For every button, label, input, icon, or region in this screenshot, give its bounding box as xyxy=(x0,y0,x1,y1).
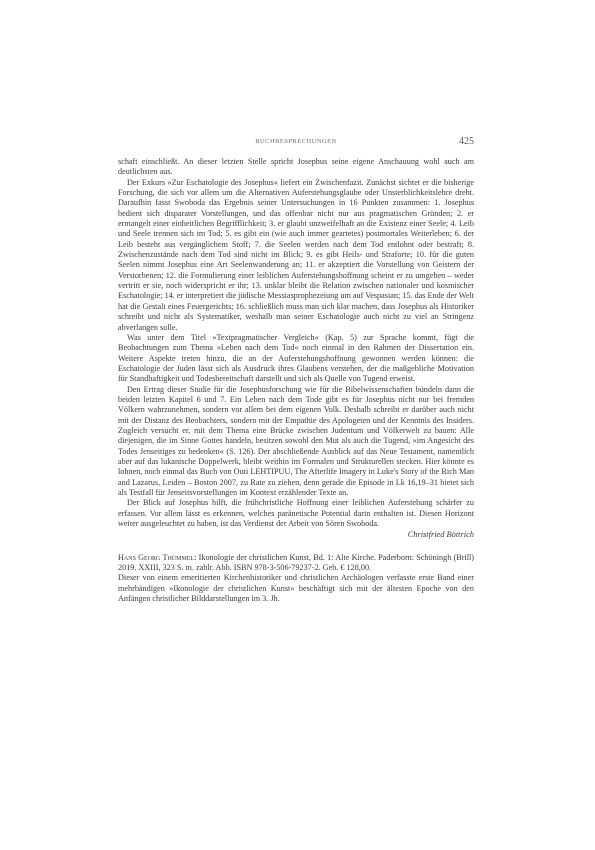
running-head: BUCHBESPRECHUNGEN xyxy=(255,138,337,145)
page-number: 425 xyxy=(459,136,474,147)
book-reference xyxy=(118,553,474,574)
reviewer-signature: Christfried Böttrich xyxy=(407,530,474,540)
paragraph: Der Exkurs »Zur Eschatologie des Josephus« liefert ein Zwischenfazit. Zunächst sichtet er die bisherige Forschung, die sich vor allem um die Alternativen Auferstehungsglaube oder Unsterblichkeitslehre dreht. Daraufhin fasst Swoboda das Ergebnis seiner Untersuchungen in 16 Punkten zusammen: 1. Josephus bedient sich disparater Vorstellungen, und das offenbar nicht nur aus pragmatischen Gründen; 2. er ermangelt einer einheitlichen Begrifflichkeit; 3. er glaubt unzweifelhaft an die Existenz einer Seele; 4. Leib und Seele trennen sich im Tod; 5. es gibt ein (wie auch immer geartetes) postmortales Weiterleben; 6. der Leib besteht aus vergänglichem Stoff; 7. die Seelen werden nach dem Tod entlohnt oder bestraft; 8. Zwischenzustände nach dem Tod sind nicht im Blick; 9. es gibt Heils- und Strafortе; 10. für die guten Seelen nimmt Josephus eine Art Seelenwanderung an; 11. er akzeptiert die Vorstellung von Geistern der Verstorbenen; 12. die Formulierung einer leiblichen Auferstehungshoffnung scheint er zu umgehen – weder vertritt er sie, noch widerspricht er ihr; 13. unklar bleibt die Relation zwischen nationaler und kosmischer Eschatologie; 14. er interpretiert die jüdische Messiasprophezeiung um auf Vespasian; 15. das Ende der Welt hat die Gestalt eines Feuergerichts; 16. schließlich muss man sich klar machen, dass Josephus als Historiker schreibt und nicht als Systematiker, weshalb man seiner Eschatologie auch nicht zu viel an Stringenz abverlangen solle. xyxy=(118,177,475,332)
paragraph: Was unter dem Titel »Textpragmatischer Vergleich« (Kap. 5) zur Sprache kommt, fügt die Beobachtungen zum Thema »Leben nach dem Tod« noch einmal in den Rahmen der Dissertation ein. Weitere Aspekte treten hinzu, die an der Auferstehungshoffnung gewonnen werden können: die Eschatologie der Juden lässt sich als Ausdruck ihres Glaubens verstehen, der die maßgebliche Motivation für Standhaftigkeit und Todesbereitschaft darstellt und sich als Quelle von Tugend erweist. xyxy=(118,332,474,384)
paragraph: Der Blick auf Josephus hilft, die frühchristliche Hoffnung einer leiblichen Auferstehung schärfer zu erfassen. Vor allem lässt es erkennen, welches paränetische Potential darin enthalten ist. Diesen Horizont weiter ausgeleuchtet zu haben, ist das Verdienst der Arbeit von Sören Swoboda. xyxy=(118,498,474,529)
book-author: Hans Georg Thümmel xyxy=(118,552,195,562)
page-body xyxy=(118,157,474,604)
book-citation: : Ikonologie der christlichen Kunst, Bd. 1: Alte Kirche. Paderborn: Schöningh (Brill) 2019. XXIII, 323 S. m. zahlr. Abb. ISBN 978-3-506-79237-2. Geb. € 128,00. xyxy=(118,552,474,573)
paragraph: Den Ertrag dieser Studie für die Josephusforschung wie für die Bibelwissenschaften bündeln dann die beiden letzten Kapitel 6 und 7. Ein Leben nach dem Tode gibt es für Josephus nicht nur bei fremden Völkern wahrzunehmen, sondern vor allem bei dem eigenen Volk. Deshalb schreibt er darüber auch nicht mit der Distanz des Beobachters, sondern mit der Empathie des Apologeten und der Kenntnis des Insiders. Zugleich versucht er, mit dem Thema eine Brücke zwischen Judentum und Völkerwelt zu bauen: Alle diejenigen, die im Sinne Gottes handeln, besitzen sowohl den Mut als auch die Tugend, »im Angesicht des Todes Jenseitiges zu bedenken« (S. 126). Der abschließende Ausblick auf das Neue Testament, namentlich aber auf das lukanische Doppelwerk, bleibt weithin im Formalen und Strukturellen stecken. Hier könnte es lohnen, noch einmal das Buch von Outi LEHTIPUU, The Afterlife Imagery in Luke's Story of the Rich Man and Lazarus, Leiden – Boston 2007, zu Rate zu ziehen, denn gerade die Episode in Lk 16,19–31 bietet sich als Testfall für Jenseitsvorstellungen im Kontext erzählender Texte an. xyxy=(118,384,474,497)
page-header xyxy=(118,136,474,150)
paragraph: Dieser von einem emeritierten Kirchenhistoriker und christlichen Archäologen verfasste erste Band einer mehrbändigen »Ikonologie der christlichen Kunst« beschäftigt sich mit der ältesten Epoche von den Anfängen christlicher Bilddarstellungen im 3. Jh. xyxy=(118,573,474,604)
paragraph: schaft einschließt. An dieser letzten Stelle spricht Josephus seine eigene Anschauung wohl auch am deutlichsten aus. xyxy=(118,157,474,177)
